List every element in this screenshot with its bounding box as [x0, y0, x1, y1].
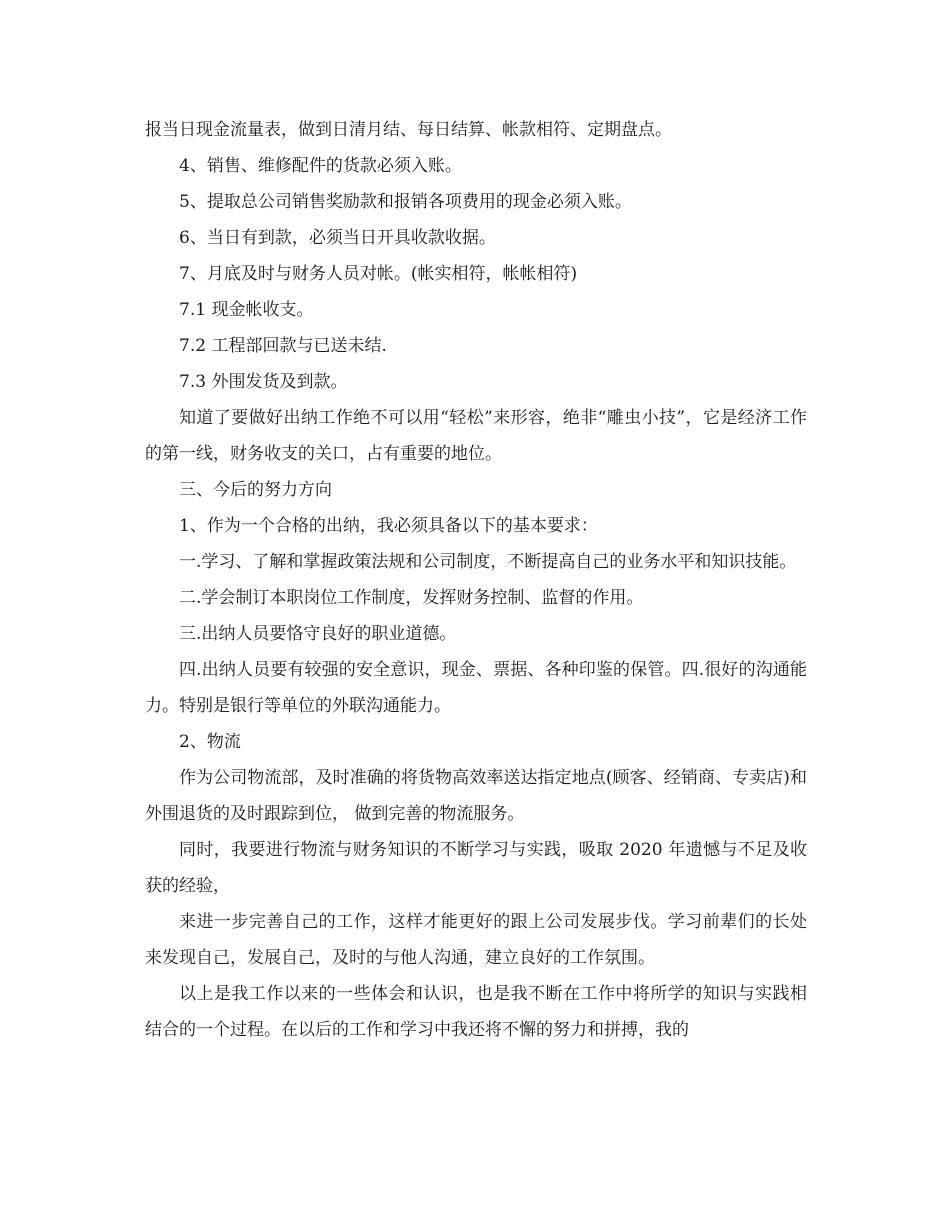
paragraph-requirements-intro: 1、作为一个合格的出纳，我必须具备以下的基本要求：	[179, 516, 598, 536]
paragraph-item-6: 6、当日有到款，必须当日开具收款收据。	[179, 228, 496, 248]
paragraph-item-7-1: 7.1 现金帐收支。	[179, 300, 314, 320]
paragraph-conclusion: 以上是我工作以来的一些体会和认识，也是我不断在工作中将所学的知识与实践相结合的一个过程。在以后的工作和学习中我还将不懈的努力和拼搏，我的	[145, 984, 807, 1040]
paragraph-requirement-3: 三.出纳人员要恪守良好的职业道德。	[179, 624, 457, 644]
paragraph-item-4: 4、销售、维修配件的货款必须入账。	[179, 156, 462, 176]
paragraph-item-7: 7、月底及时与财务人员对帐。(帐实相符，帐帐相符)	[179, 264, 578, 284]
subheading-logistics: 2、物流	[179, 732, 241, 752]
paragraph-requirement-4: 四.出纳人员要有较强的安全意识，现金、票据、各种印鉴的保管。四.很好的沟通能力。特别是银行等单位的外联沟通能力。	[145, 660, 807, 716]
paragraph-improvement: 来进一步完善自己的工作，这样才能更好的跟上公司发展步伐。学习前辈们的长处来发现自己，发展自己，及时的与他人沟通，建立良好的工作氛围。	[145, 912, 807, 968]
paragraph-cash-report: 报当日现金流量表，做到日清月结、每日结算、帐款相符、定期盘点。	[145, 120, 672, 140]
document-body	[145, 112, 807, 1048]
section-heading-future-direction: 三、今后的努力方向	[179, 480, 332, 500]
paragraph-requirement-2: 二.学会制订本职岗位工作制度，发挥财务控制、监督的作用。	[179, 588, 644, 608]
paragraph-cashier-importance: 知道了要做好出纳工作绝不可以用“轻松”来形容，绝非“雕虫小技”，它是经济工作的第一线，财务收支的关口，占有重要的地位。	[145, 408, 807, 464]
paragraph-item-7-3: 7.3 外围发货及到款。	[179, 372, 348, 392]
paragraph-item-5: 5、提取总公司销售奖励款和报销各项费用的现金必须入账。	[179, 192, 632, 212]
paragraph-learning: 同时，我要进行物流与财务知识的不断学习与实践，吸取 2020 年遗憾与不足及收获的经验，	[145, 840, 807, 896]
paragraph-logistics-dept: 作为公司物流部，及时准确的将货物高效率送达指定地点(顾客、经销商、专卖店)和外围退货的及时跟踪到位， 做到完善的物流服务。	[145, 768, 807, 824]
paragraph-requirement-1: 一.学习、了解和掌握政策法规和公司制度，不断提高自己的业务水平和知识技能。	[179, 552, 797, 572]
paragraph-item-7-2: 7.2 工程部回款与已送未结.	[179, 336, 387, 356]
